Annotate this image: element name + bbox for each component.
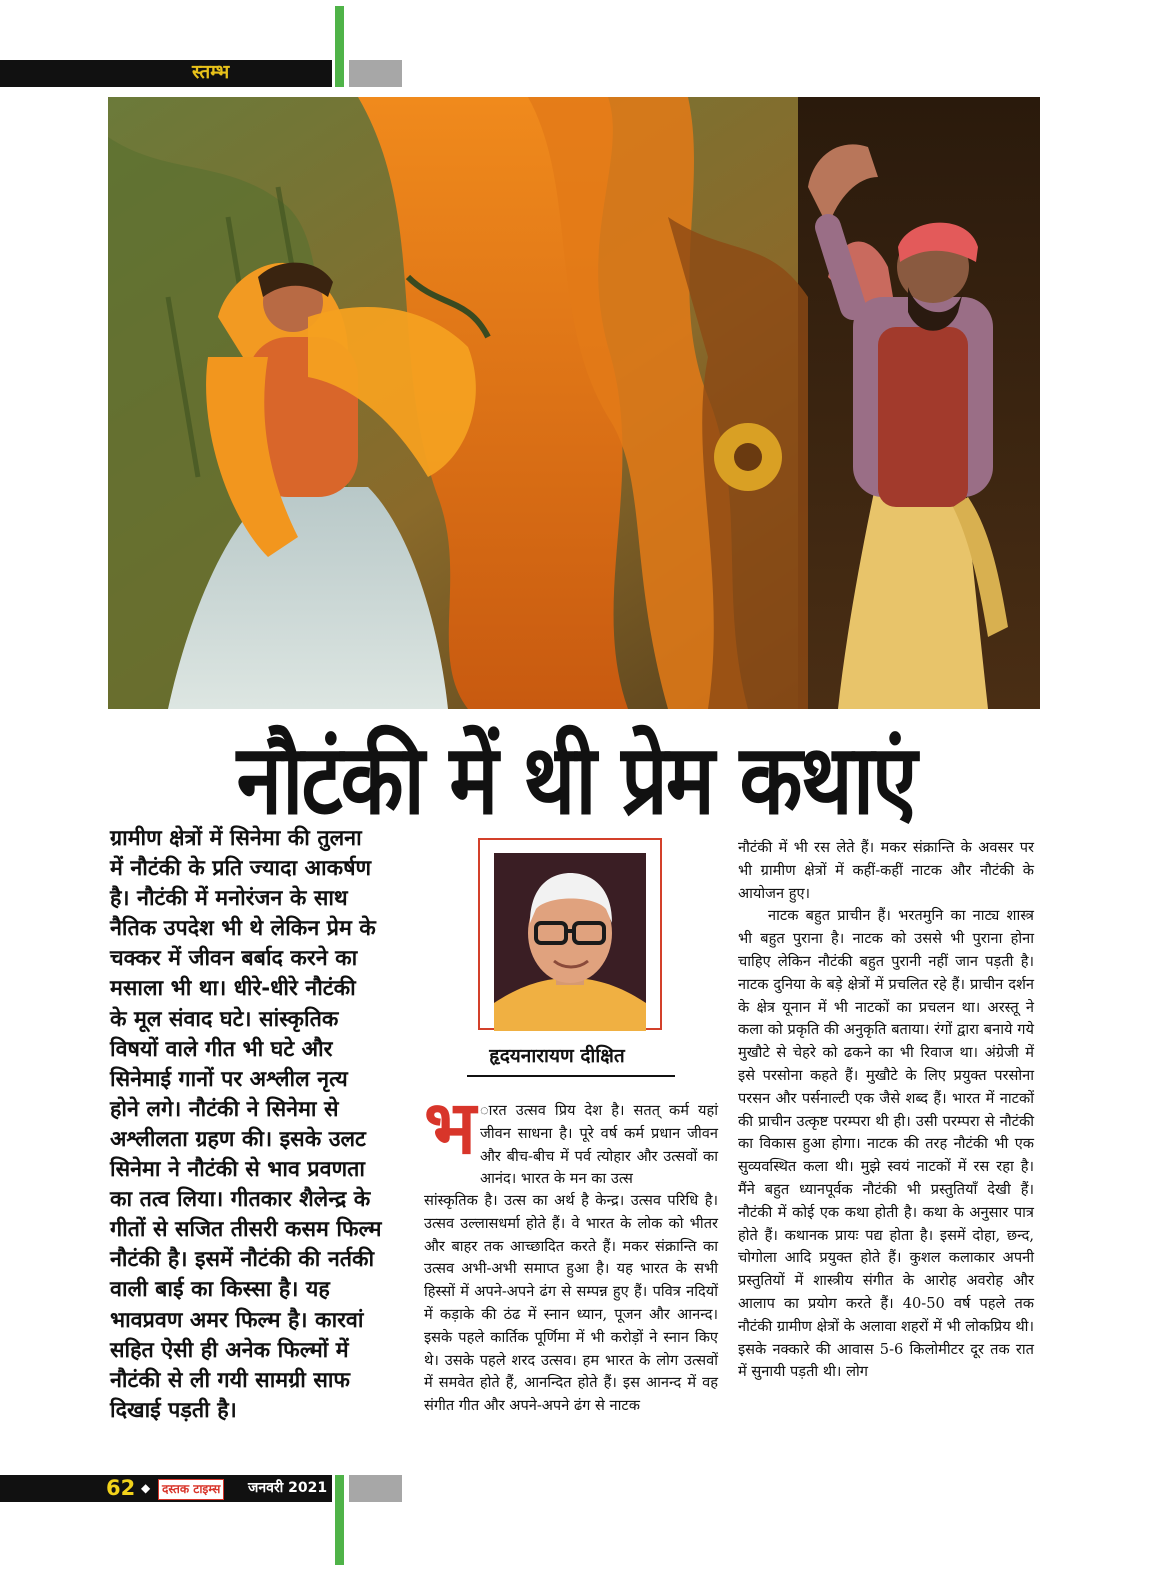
magazine-logo: दस्तक टाइम्स (158, 1479, 224, 1500)
standfirst-line: सिनेमा ने नौटंकी से भाव प्रवणता (110, 1157, 365, 1183)
body-paragraph: नाटक बहुत प्राचीन हैं। भरतमुनि का नाट्य शास्त्र भी बहुत पुराना है। नाटक को उससे भी पुराना होना चाहिए लेकिन नौटंकी बहुत पुरानी नहीं जान पड़ती है। नाटक दुनिया के बड़े क्षेत्रों में प्रचलित रहे हैं। प्राचीन दर्शन के क्षेत्र यूनान में भी नाटकों का प्रचलन था। अरस्तू ने कला को प्रकृति की अनुकृति बताया। रंगों द्वारा बनाये गये मुखौटे से चेहरे को ढकने का भी रिवाज था। अंग्रेजी में इसे परसोना कहते हैं। मुखौटे के लिए प्रयुक्त परसोना परसन और पर्सनाल्टी एक जैसे शब्द हैं। भारत में नाटकों की प्राचीन उत्कृष्ट परम्परा थी ही। उसी परम्परा से नौटंकी का विकास हुआ होगा। नाटक की तरह नौटंकी भी एक सुव्यवस्थित कला थी। मुझे स्वयं नाटकों में रस रहा है। मैंने बहुत ध्यानपूर्वक नौटंकी भी प्रस्तुतियाँ देखी हैं। नौटंकी में कोई एक कथा होती है। कथा के अनुसार पात्र होते हैं। कथानक प्रायः पद्य होता है। इसमें दोहा, छन्द, चोगोला आदि प्रयुक्त होते हैं। कुशल कलाकार अपनी प्रस्तुतियों में शास्त्रीय संगीत के आरोह अवरोह और आलाप का प्रयोग करते हैं। 40-50 वर्ष पहले तक नौटंकी ग्रामीण क्षेत्रों के अलावा शहरों में भी लोकप्रिय थी। इसके नक्कारे की आवास 5-6 किलोमीटर दूर तक रात में सुनायी पड़ती थी। लोग (738, 907, 1034, 1381)
header-gray-block (349, 60, 402, 87)
standfirst-line: नौटंकी से ली गयी सामग्री साफ (110, 1367, 350, 1393)
standfirst-line: है। नौटंकी में मनोरंजन के साथ (110, 886, 348, 912)
standfirst-line: अश्लीलता ग्रहण की। इसके उलट (110, 1126, 366, 1152)
author-byline: हृदयनारायण दीक्षित (489, 1045, 625, 1067)
issue-date: जनवरी 2021 (248, 1480, 328, 1496)
author-underline (467, 1075, 675, 1077)
standfirst-column (110, 824, 410, 1426)
article-headline: नौटंकी में थी प्रेम कथाएं (236, 724, 916, 837)
lead-photo (108, 97, 1040, 709)
drop-cap: भ (424, 1085, 477, 1171)
body-text-mid: सांस्कृतिक है। उत्स का अर्थ है केन्द्र। उत्सव परिधि है। उत्सव उल्लासधर्मा होते हैं। वे भारत के लोक को भीतर और बाहर तक आच्छादित करते हैं। मकर संक्रान्ति का उत्सव अभी-अभी समाप्त हुआ है। यह भारत के सभी हिस्सों में अपने-अपने ढंग से सम्पन्न हुए हैं। पवित्र नदियों में कड़ाके की ठंढ में स्नान ध्यान, पूजन और आनन्द। इसके पहले कार्तिक पूर्णिमा में भी करोड़ों ने स्नान किए थे। उसके पहले शरद उत्सव। हम भारत के लोग उत्सवों में समवेत होते हैं, आनन्दित होते हैं। इस आनन्द में वह संगीत गीत और अपने-अपने ढंग से नाटक (424, 1192, 718, 1415)
page-number: 62 (106, 1476, 136, 1500)
standfirst-line: गीतों से सजित तीसरी कसम फिल्म (110, 1217, 382, 1243)
footer-green-rule (335, 1475, 344, 1565)
footer-gray-block (349, 1475, 402, 1502)
header-green-rule (335, 6, 344, 87)
standfirst-line: के मूल संवाद घटे। सांस्कृतिक (110, 1006, 339, 1032)
standfirst-line: ग्रामीण क्षेत्रों में सिनेमा की तुलना (110, 826, 362, 851)
standfirst-line: सहित ऐसी ही अनेक फिल्मों में (110, 1337, 349, 1363)
author-photo (494, 853, 646, 1031)
standfirst-line: चक्कर में जीवन बर्बाद करने का (110, 946, 358, 972)
footer-separator: ◆ (141, 1481, 151, 1495)
standfirst-line: दिखाई पड़ती है। (110, 1397, 237, 1423)
section-label: स्तम्भ (192, 61, 230, 83)
body-text-right (738, 837, 1034, 1384)
header-bar (0, 60, 332, 87)
standfirst-line: मसाला भी था। धीरे-धीरे नौटंकी (110, 976, 356, 1002)
standfirst-line: भावप्रवण अमर फिल्म है। कारवां (110, 1307, 364, 1333)
standfirst-line: नौटंकी है। इसमें नौटंकी की नर्तकी (110, 1247, 375, 1273)
standfirst-line: वाली बाई का किस्सा है। यह (110, 1277, 330, 1303)
standfirst-line: में नौटंकी के प्रति ज्यादा आकर्षण (110, 856, 372, 882)
standfirst-line: होने लगे। नौटंकी ने सिनेमा से (110, 1096, 339, 1122)
standfirst-line: का तत्व लिया। गीतकार शैलेन्द्र के (110, 1187, 371, 1213)
standfirst-line: सिनेमाई गानों पर अश्लील नृत्य (110, 1066, 348, 1092)
body-paragraph: नौटंकी में भी रस लेते हैं। मकर संक्रान्ति के अवसर पर भी ग्रामीण क्षेत्रों में कहीं-कहीं नाटक और नौटंकी के आयोजन हुए। (738, 839, 1034, 902)
standfirst-line: नैतिक उपदेश भी थे लेकिन प्रेम के (110, 916, 376, 942)
standfirst-line: विषयों वाले गीत भी घटे और (110, 1036, 333, 1062)
body-text-mid-intro: ारत उत्सव प्रिय देश है। सतत् कर्म यहां जीवन साधना है। पूरे वर्ष कर्म प्रधान जीवन और बीच-बीच में पर्व त्योहार और उत्सवों का आनंद। भारत के मन का उत्स (480, 1102, 718, 1188)
